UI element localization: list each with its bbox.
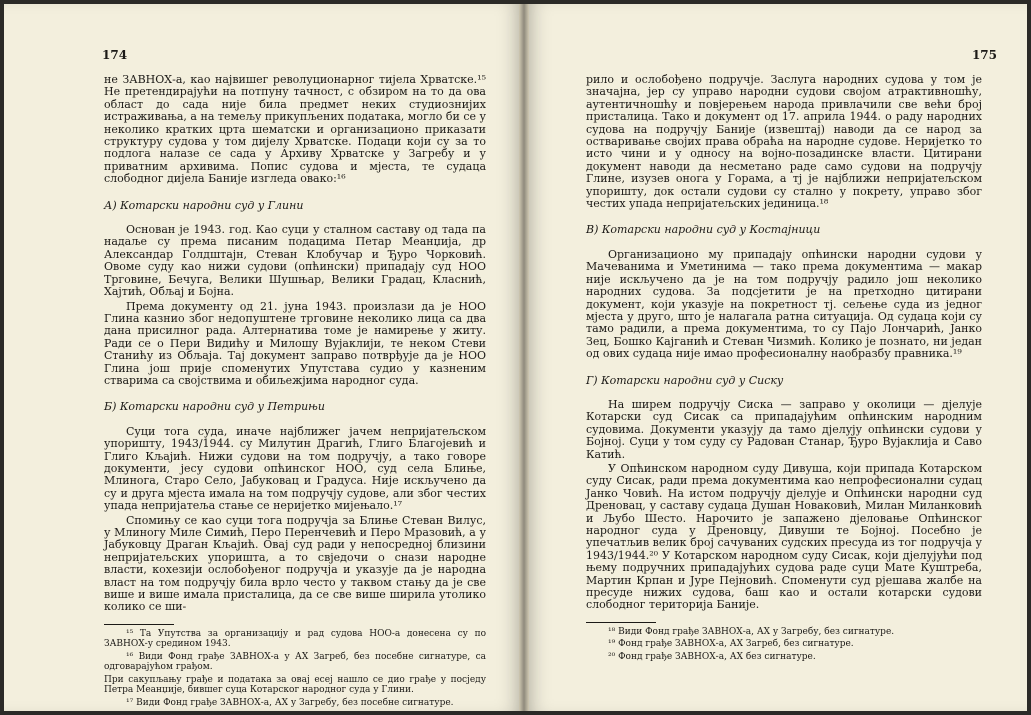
intro-paragraph: не ЗАВНОХ-а, као највишег револуционарног тијела Хрватске.¹⁵ Не претендирајући на потпуну тачност, с обзиром на то да ова област до сада није била предмет неких студиознијих истраживања, а на темељу прикупљених података, могло би се у неколико кратких црта шематски и организационо приказати структуру судова у том дијелу Хрватске. Подаци који су за то подлога налазе се сада у Архиву Хрватске у Загребу и у приватним архивима. Попис судова и мјеста, те судаца слободног дијела Баније изгледа овако:¹⁶ (104, 73, 486, 186)
section-heading: В) Котарски народни суд у Костајници (586, 223, 821, 237)
section-heading: А) Котарски народни суд у Глини (104, 198, 304, 212)
paragraph: Суци тога суда, иначе најближег јачем непријатељском упоришту, 1943/1944. су Милутин Драгић, Глиго Благојевић и Глиго Кљајић. Нижи судови на том подручју, а тако говоре документи, јесу судови опћинског НОО, суд села Блиње, Млинога, Старо Село, Јабуковац и Градуса. Није искључено да су и друга мјеста имала на том подручју судове, али због честих упада непријатеља стање се неријетко мијењало.¹⁷ (104, 424, 486, 513)
section-heading: Г) Котарски народни суд у Сиску (586, 373, 784, 387)
footnote: ¹⁶ Види Фонд грађе ЗАВНОХ-а у АХ Загреб, без посебне сигнатуре, са одговарајућом грађом. (104, 651, 486, 673)
paragraph: Спомињу се као суци тога подручја за Блиње Стеван Вилус, у Млиногу Миле Симић, Перо Перенчевић и Перо Мразовић, а у Јабуковцу Драган Кљајић. Овај суд ради у непосредној близини непријатељских упоришта, а то свједочи о снази народне власти, кохезији ослобођеног подручја и указује да је народна власт на том подручју била врло често у таквом стању да је све више и више имала присталица, да се све више ширила утолико колико се ши- (104, 513, 486, 614)
paragraph: У Опћинском народном суду Дивуша, који припада Котарском суду Сисак, ради према документима као непрофесионални судац Јанко Човић. На истом подручју дјелује и Опћински народни суд Дреновац, у саставу судаца Душан Новаковић, Милан Миланковић и Љубо Шесто. Нарочито је запажено дјеловање Опћинског народног суда у Дреновцу, Дивуши те Бојној. Посебно је упечатљив велик број сачуваних судских пресуда из тог подручја у 1943/1944.²⁰ У Котарском народном суду Сисак, који дјелујући под њему подручних припадајућих судова раде суци Мате Куштреба, Мартин Крпан и Јуре Пејновић. Споменути суд рјешава жалбе на пресуде нижих судова, баш као и остали котарски судови слободног територија Баније. (586, 461, 982, 612)
footnote: При сакупљању грађе и података за овај есеј нашло се дио грађе у посједу Петра Меанџије, бившег суца Котарског народног суда у Глини. (104, 674, 486, 696)
right-page-text (586, 74, 982, 664)
paragraph: Основан је 1943. год. Као суци у сталном саставу од тада па надаље су према писаним подацима Петар Меанџија, др Александар Голдштајн, Стеван Клобучар и Ђуро Чорковић. Овоме суду као нижи судови (опћински) припадају суд НОО Трговине, Бечуга, Велики Шушњар, Велики Градац, Класнић, Хајтић, Обљај и Бојна. (104, 223, 486, 299)
footnote: ²⁰ Фонд грађе ЗАВНОХ-а, АХ без сигнатуре. (608, 651, 816, 662)
footnote-divider (586, 622, 656, 623)
page-number: 175 (971, 48, 997, 62)
footnote: ¹⁹ Фонд грађе ЗАВНОХ-а, АХ Загреб, без сигнатуре. (608, 639, 854, 650)
section-heading: Б) Котарски народни суд у Петрињи (104, 400, 325, 414)
book-spread (4, 4, 1027, 711)
page-number: 174 (102, 48, 128, 62)
paragraph: Према документу од 21. јуна 1943. произлази да је НОО Глина казнио због недопуштене трговине неколико лица са два дана присилног рада. Алтернатива томе је намирење у житу. Ради се о Пери Видићу и Милошу Вујаклији, те неком Стеви Станићу из Обљаја. Тај документ заправо потврђује да је НОО Глина још прије споменутих Упутстава судио у казненим стварима са својствима и обиљежјима народног суда. (104, 299, 486, 387)
right-page (524, 4, 1027, 711)
paragraph: Организационо му припадају опћински народни судови у Мачеванима и Уметинима — тако према документима — макар није искључено да је на том подручју радило још неколико народних судова. За подсјетити је на претходно цитирани документ, који указује на покретност тј. сељење суда из једног мјеста у друго, што је налагала ратна ситуација. Од судаца који су тамо радили, а према документима, то су Пајо Лончарић, Јанко Зец, Бошко Кајганић и Стеван Чизмић. Колико је познато, ни један од ових судаца није имао професионалну наобразбу правника.¹⁹ (586, 247, 982, 361)
left-page-text (104, 74, 486, 710)
footnote-divider (104, 624, 174, 625)
footnote: ¹⁵ Та Упутства за организацију и рад судова НОО-а донесена су по ЗАВНОХ-у средином 1943. (104, 628, 486, 650)
intro-paragraph: рило и ослобођено подручје. Заслуга народних судова у том је значајна, јер су управо народни судови својом атрактивношћу, аутентичношћу и повјерењем народа привлачили све већи број присталица. Тако и документ од 17. априла 1944. о раду народних судова на подручју Баније (извештај) наводи да се народ за остваривање својих права обраћа на народне судове. Неријетко то исто чини и у односу на војно-позадинске власти. Цитирани документ наводи да несметано раде само судови на подручју Глине, изузев онога у Горама, а тј је најближи непријатељском упоришту, док остали судови су стално у покрету, управо због честих упада непријатељских јединица.¹⁸ (586, 73, 982, 211)
footnote: ¹⁷ Види Фонд грађе ЗАВНОХ-а, АХ у Загребу, без посебне сигнатуре. (126, 697, 454, 708)
book-gutter (519, 4, 529, 711)
footnote: ¹⁸ Види Фонд грађе ЗАВНОХ-а, АХ у Загребу, без сигнатуре. (608, 626, 895, 637)
paragraph: На ширем подручју Сиска — заправо у околици — дјелује Котарски суд Сисак са припадајућим опћинским народним судовима. Документи указују да тамо дјелују опћински судови у Бојној. Суци у том суду су Радован Станар, Ђуро Вујаклија и Саво Катић. (586, 397, 982, 461)
left-page (4, 4, 524, 711)
